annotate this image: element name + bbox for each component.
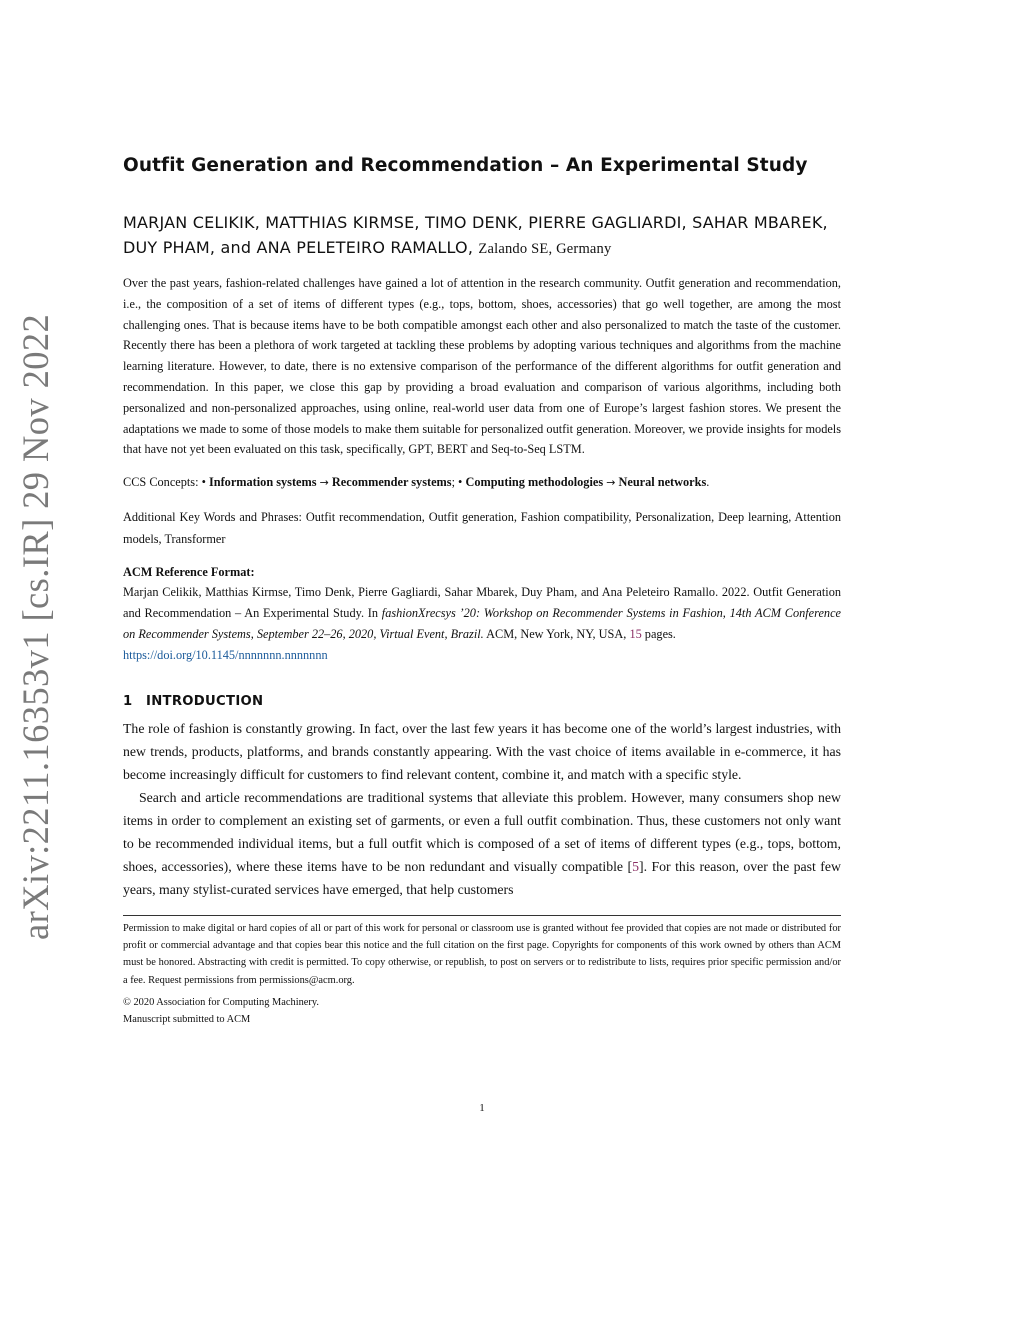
doi-link[interactable]: https://doi.org/10.1145/nnnnnnn.nnnnnnn — [123, 647, 328, 662]
keywords: Additional Key Words and Phrases: Outfit recommendation, Outfit generation, Fashion compatibility, Personalization, Deep learning, Attention models, Transformer — [123, 509, 841, 547]
acm-ref-text-3: pages. — [641, 626, 676, 641]
intro-paragraph-2 — [123, 786, 841, 901]
ccs-concept-4: Neural networks — [618, 475, 707, 490]
acm-ref-text-2: ACM, New York, NY, USA, — [483, 626, 630, 641]
arxiv-stamp: arXiv:2211.16353v1 [cs.IR] 29 Nov 2022 — [15, 313, 56, 940]
citation-link[interactable]: 5 — [632, 858, 639, 874]
ccs-concept-3: Computing methodologies — [465, 475, 604, 490]
ccs-label: CCS Concepts: • — [123, 475, 209, 490]
paper-title: Outfit Generation and Recommendation – An Experimental Study — [123, 155, 808, 176]
permission-footnote: Permission to make digital or hard copies of all or part of this work for personal or classroom use is granted without fee provided that copies are not made or distributed for profit or commercial advantage and that copies bear this notice and the full citation on the first page. Copyrights for components of this work owned by others than ACM must be honored. Abstracting with credit is permitted. To copy otherwise, or republish, to post on servers or to redistribute to lists, requires prior specific permission and/or a fee. Request permissions from permissions@acm.org. — [123, 922, 841, 986]
ccs-separator: ; • — [451, 475, 466, 490]
copyright-notice: © 2020 Association for Computing Machinery. — [123, 996, 319, 1008]
ccs-concept-1: Information systems — [208, 475, 317, 490]
acm-reference — [123, 582, 841, 666]
arrow-icon: → — [319, 476, 329, 490]
para2-text-cont: ]. For this reason, over the past few years, many stylist-curated services have emerged, that help customers — [123, 858, 841, 897]
intro-paragraph-1: The role of fashion is constantly growing. In fact, over the last few years it has become one of the world’s largest industries, with new trends, products, platforms, and brands constantly appearing. With the vast choice of items available in e-commerce, it has become increasingly difficult for customers to find relevant content, combine it, and match with a specific style. — [123, 720, 841, 782]
page-count-link[interactable]: 15 — [629, 626, 642, 641]
acm-ref-heading: ACM Reference Format: — [123, 564, 255, 579]
acm-ref-venue: fashionXrecsys ’20: Workshop on Recommender Systems in Fashion, 14th ACM Conference on Recommender Systems, September 22–26, 2020, Virtual Event, Brazil. — [123, 605, 841, 641]
manuscript-note: Manuscript submitted to ACM — [123, 1013, 251, 1025]
page-number: 1 — [479, 1102, 485, 1114]
para2-text: Search and article recommendations are traditional systems that alleviate this problem. However, many consumers shop new items in order to complement an existing set of garments, or even a full outfit combination. Thus, these customers not only want to be recommended individual items, but a full outfit which is composed of a set of items of different types (e.g., tops, bottom, shoes, accessories), where these items have to be non redundant and visually compatible [ — [123, 789, 841, 874]
section-heading — [123, 694, 841, 709]
ccs-end: . — [706, 475, 710, 490]
section-title: INTRODUCTION — [146, 693, 264, 709]
ccs-concepts — [123, 472, 841, 494]
ccs-concept-2: Recommender systems — [331, 475, 452, 490]
author-list — [123, 210, 841, 262]
footnote-divider — [123, 915, 841, 916]
paper-page — [123, 150, 841, 1028]
arrow-icon: → — [606, 476, 616, 490]
acm-ref-text: Marjan Celikik, Matthias Kirmse, Timo Denk, Pierre Gagliardi, Sahar Mbarek, Duy Pham, and Ana Peleteiro Ramallo. 2022. Outfit Generation and Recommendation – An Experimental Study. In — [123, 584, 841, 620]
section-number: 1 — [123, 693, 133, 709]
author-names: MARJAN CELIKIK, MATTHIAS KIRMSE, TIMO DENK, PIERRE GAGLIARDI, SAHAR MBAREK, DUY PHAM, and ANA PELETEIRO RAMALLO, — [123, 213, 828, 257]
affiliation: Zalando SE, Germany — [478, 241, 612, 257]
abstract: Over the past years, fashion-related challenges have gained a lot of attention in the research community. Outfit generation and recommendation, i.e., the composition of a set of items of different types (e.g., tops, bottom, shoes, accessories) that go well together, are among the most challenging ones. That is because items have to be both compatible amongst each other and also personalized to match the taste of the customer. Recently there has been a plethora of work targeted at tackling these problems by adopting various techniques and algorithms from the machine learning literature. However, to date, there is no extensive comparison of the performance of the different algorithms for outfit generation and recommendation. In this paper, we close this gap by providing a broad evaluation and comparison of various algorithms, including both personalized and non-personalized approaches, using online, real-world user data from one of Europe’s largest fashion stores. We present the adaptations we made to some of those models to make them suitable for personalized outfit generation. Moreover, we provide insights for models that have not yet been evaluated on this task, specifically, GPT, BERT and Seq-to-Seq LSTM. — [123, 276, 841, 457]
